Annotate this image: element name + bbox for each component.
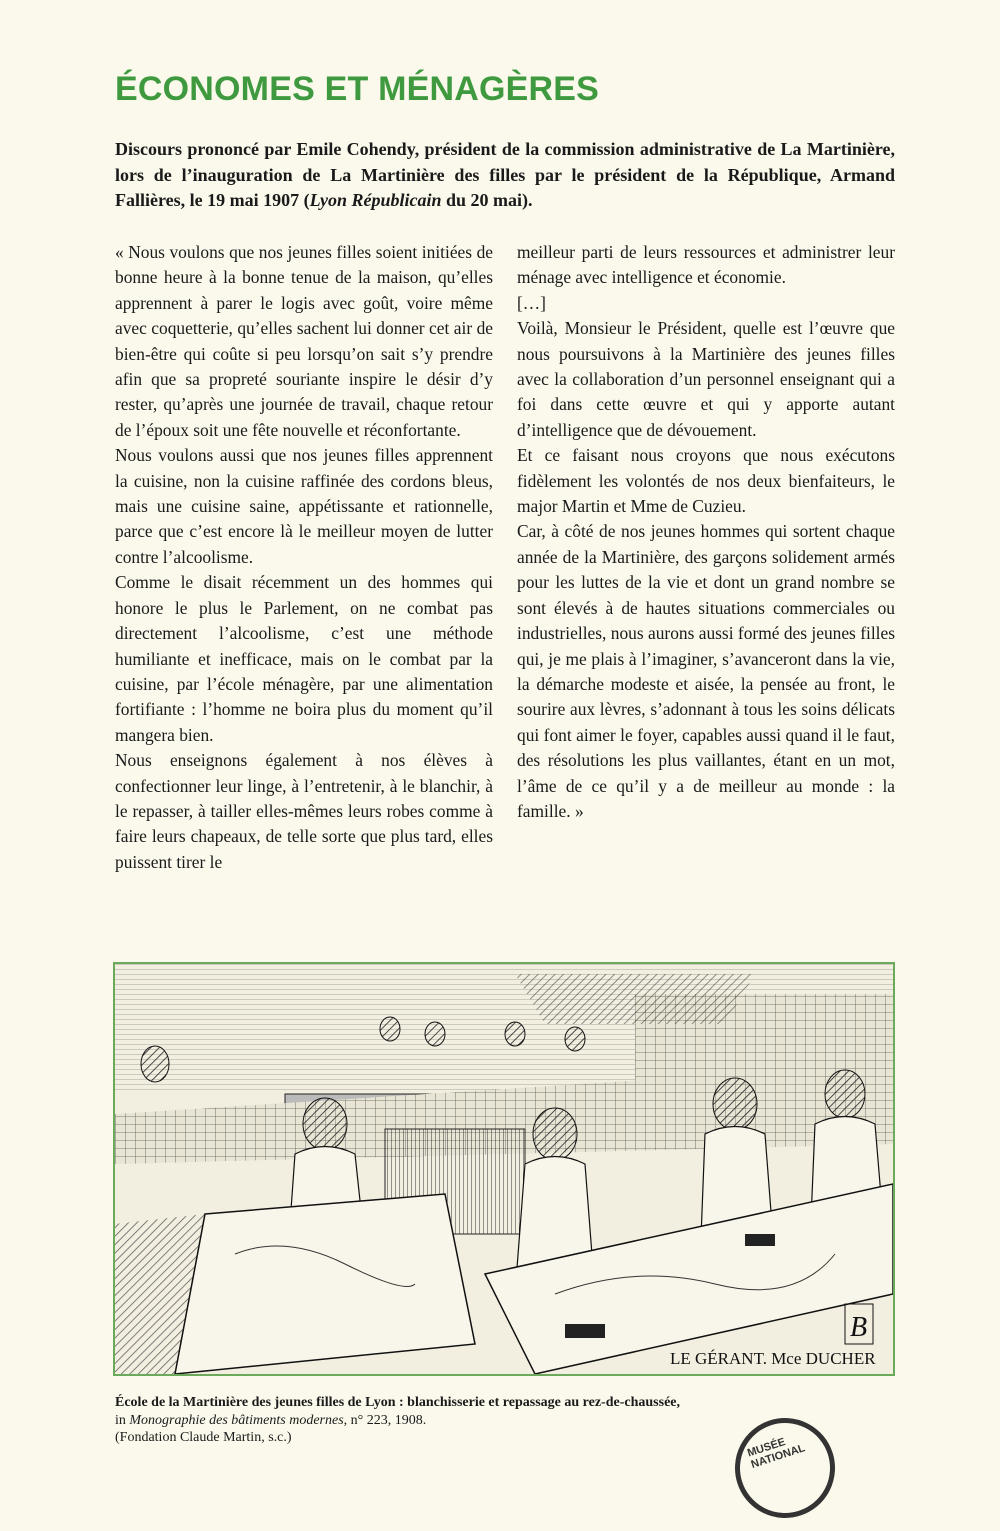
intro-text-2: du 20 mai). bbox=[441, 190, 533, 210]
paragraph: Nous voulons aussi que nos jeunes filles apprennent la cuisine, non la cuisine raffinée des cordons bleus, mais une cuisine saine, appétissante et rationnelle, parce que c’est encore là le meilleur moyen de lutter contre l’alcoolisme. bbox=[115, 445, 493, 567]
caption-credit: (Fondation Claude Martin, s.c.) bbox=[115, 1430, 292, 1445]
caption-ref-work: Monographie des bâtiments modernes bbox=[129, 1412, 344, 1428]
engraving-illustration bbox=[115, 964, 893, 1374]
paragraph: « Nous voulons que nos jeunes filles soient initiées de bonne heure à la bonne tenue de la maison, qu’elles apprennent à parer le logis avec goût, voire même avec coquetterie, qu’elles sachent lui donner cet air de bien-être qui coûte si peu lorsqu’on sait s’y prendre afin que sa propreté souriante inspire le désir d’y rester, qu’après une journée de travail, chaque retour de l’époux soit une fête nouvelle et réconfortante. bbox=[115, 242, 493, 440]
caption-title: École de la Martinière des jeunes filles de Lyon : blanchisserie et repassage au rez-de-chaussée, bbox=[115, 1395, 680, 1410]
stamp-text: MUSÉE NATIONAL bbox=[745, 1436, 807, 1471]
artist-signature: B bbox=[850, 1312, 868, 1343]
paragraph: Voilà, Monsieur le Président, quelle est l’œuvre que nous poursuivons à la Martinière des jeunes filles avec la collaboration d’un personnel enseignant qui a foi dans cette œuvre et qui y apporte autant d’intelligence que de dévouement. bbox=[517, 318, 895, 440]
caption-ref-rest: , n° 223, 1908. bbox=[343, 1412, 427, 1428]
intro-paragraph bbox=[115, 137, 895, 214]
intro-text-1: Discours prononcé par Emile Cohendy, président de la commission administrative de La Martinière, lors de l’inauguration de La Martinière des filles par le président de la République, Armand Fallières, le 19 mai 1907 ( bbox=[115, 139, 895, 210]
left-column bbox=[115, 240, 493, 875]
laundry-engraving bbox=[113, 962, 895, 1376]
paragraph: […] bbox=[517, 292, 546, 313]
paragraph: Et ce faisant nous croyons que nous exécutons fidèlement les volontés de nos deux bienfaiteurs, le major Martin et Mme de Cuzieu. bbox=[517, 445, 895, 517]
paragraph: Comme le disait récemment un des hommes qui honore le plus le Parlement, on ne combat pas directement l’alcoolisme, c’est une méthode humiliante et inefficace, mais on le combat par la cuisine, par l’école ménagère, par une alimentation fortifiante : l’homme ne boira plus du moment qu’il mangera bien. bbox=[115, 572, 493, 745]
page-title: ÉCONOMES ET MÉNAGÈRES bbox=[115, 70, 600, 108]
caption-ref-in: in bbox=[115, 1412, 130, 1428]
intro-source: Lyon Républicain bbox=[309, 190, 442, 210]
right-column bbox=[517, 240, 895, 824]
paragraph: Car, à côté de nos jeunes hommes qui sortent chaque année de la Martinière, des garçons solidement armés pour les luttes de la vie et dont un grand nombre se sont élevés à de hautes situations commerciales ou industrielles, nous aurons aussi formé des jeunes filles qui, je me plais à l’imaginer, s’avanceront dans la vie, la démarche modeste et aisée, la pensée au front, le sourire aux lèvres, s’adonnant à tous les soins délicats qui font aimer le foyer, capables aussi quand il le faut, des résolutions les plus vaillantes, étant en un mot, l’âme de ce qu’il y a de meilleur au monde : la famille. » bbox=[517, 521, 895, 821]
paragraph: meilleur parti de leurs ressources et administrer leur ménage avec intelligence et économie. bbox=[517, 242, 895, 288]
engraver-credit: LE GÉRANT. Mce DUCHER bbox=[670, 1349, 876, 1368]
paragraph: Nous enseignons également à nos élèves à confectionner leur linge, à l’entretenir, à le blanchir, à le repasser, à tailler elles-mêmes leurs robes comme à faire leurs chapeaux, de telle sorte que plus tard, elles puissent tirer le bbox=[115, 750, 493, 872]
